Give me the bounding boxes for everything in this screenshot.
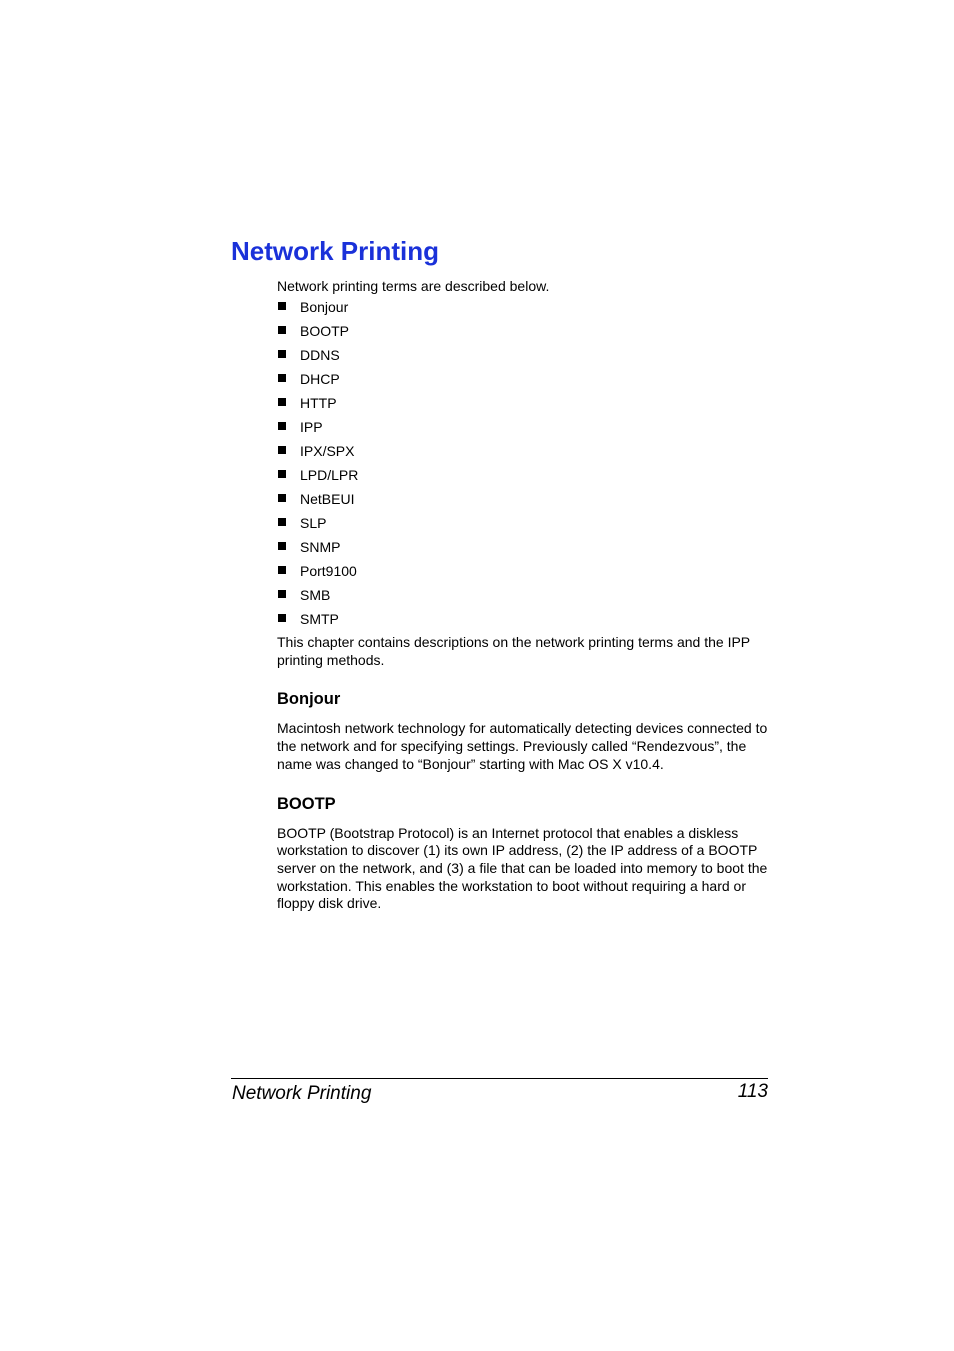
square-bullet-icon xyxy=(278,470,286,478)
square-bullet-icon xyxy=(278,614,286,622)
square-bullet-icon xyxy=(278,590,286,598)
list-item xyxy=(277,370,769,394)
term-label: LPD/LPR xyxy=(300,467,359,483)
list-item xyxy=(277,562,769,586)
term-label: NetBEUI xyxy=(300,491,355,507)
page-content xyxy=(277,277,769,913)
term-label: IPP xyxy=(300,419,323,435)
square-bullet-icon xyxy=(278,566,286,574)
list-item xyxy=(277,586,769,610)
footer-divider xyxy=(231,1078,768,1079)
term-label: DDNS xyxy=(300,347,340,363)
term-label: SMB xyxy=(300,587,331,603)
terms-list xyxy=(277,298,769,634)
section-heading-bootp: BOOTP xyxy=(277,794,336,813)
square-bullet-icon xyxy=(278,302,286,310)
term-label: Port9100 xyxy=(300,563,357,579)
list-item xyxy=(277,466,769,490)
square-bullet-icon xyxy=(278,350,286,358)
chapter-description: This chapter contains descriptions on the network printing terms and the IPP printing methods. xyxy=(277,634,750,668)
footer-title: Network Printing xyxy=(232,1083,372,1104)
term-label: HTTP xyxy=(300,395,337,411)
square-bullet-icon xyxy=(278,494,286,502)
list-item xyxy=(277,394,769,418)
section-body-bootp: BOOTP (Bootstrap Protocol) is an Internet protocol that enables a diskless workstation to discover (1) its own IP address, (2) the IP address of a BOOTP server on the network, and (3) a file that can be loaded into memory to boot the workstation. This enables the workstation to boot without requiring a hard or floppy disk drive. xyxy=(277,824,768,912)
square-bullet-icon xyxy=(278,374,286,382)
list-item xyxy=(277,322,769,346)
list-item xyxy=(277,418,769,442)
square-bullet-icon xyxy=(278,446,286,454)
list-item xyxy=(277,346,769,370)
term-label: DHCP xyxy=(300,371,340,387)
term-label: SNMP xyxy=(300,539,341,555)
page-number: 113 xyxy=(737,1081,768,1102)
list-item xyxy=(277,490,769,514)
term-label: IPX/SPX xyxy=(300,443,355,459)
intro-text: Network printing terms are described below. xyxy=(277,278,550,294)
square-bullet-icon xyxy=(278,326,286,334)
list-item xyxy=(277,610,769,634)
square-bullet-icon xyxy=(278,398,286,406)
square-bullet-icon xyxy=(278,518,286,526)
list-item xyxy=(277,514,769,538)
term-label: SMTP xyxy=(300,611,339,627)
list-item xyxy=(277,538,769,562)
square-bullet-icon xyxy=(278,542,286,550)
term-label: SLP xyxy=(300,515,327,531)
square-bullet-icon xyxy=(278,422,286,430)
term-label: Bonjour xyxy=(300,299,349,315)
term-label: BOOTP xyxy=(300,323,350,339)
list-item xyxy=(277,442,769,466)
page-title: Network Printing xyxy=(231,236,440,266)
section-heading-bonjour: Bonjour xyxy=(277,690,341,709)
section-body-bonjour: Macintosh network technology for automatically detecting devices connected to the network and for specifying settings. Previously called “Rendezvous”, the name was changed to “Bonjour” starting with Mac OS X v10.4. xyxy=(277,720,768,772)
list-item xyxy=(277,298,769,322)
